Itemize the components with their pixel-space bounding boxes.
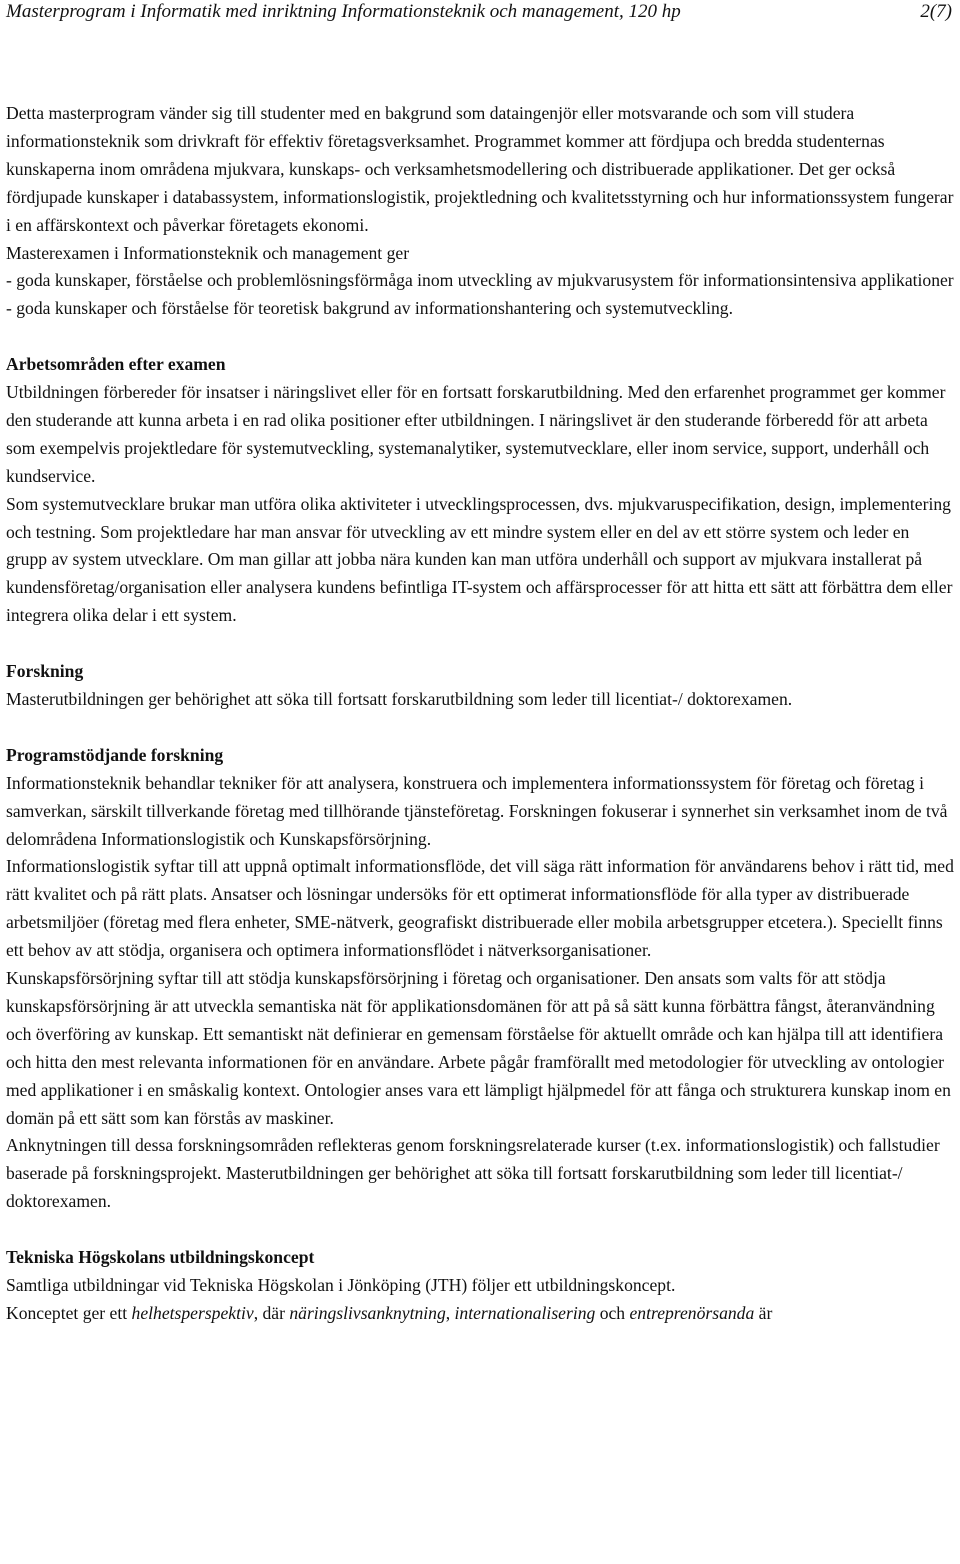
- work-paragraph-2: Som systemutvecklare brukar man utföra olika aktiviteter i utvecklingsprocessen, dvs. mjukvaruspecifikation, design, implementering och testning. Som projektledare har man ansvar för utveckling av ett mindre system eller en del av ett större system och leder en grupp av system utvecklare. Om man gillar att jobba nära kunden kan man utföra underhåll och support av mjukvara installerat på kundensföretag/organisation eller analysera kundens befintliga IT-system och affärsprocesser för att hitta ett sätt att förbättra dem eller integrera olika delar i ett system.: [6, 493, 953, 626]
- section-heading-concept: Tekniska Högskolans utbildningskoncept: [6, 1247, 315, 1268]
- concept-paragraph-2: [6, 1300, 954, 1328]
- concept-term-entreprenorsanda: entreprenörsanda: [629, 1302, 755, 1323]
- support-paragraph-2: Informationslogistik syftar till att uppnå optimalt informationsflöde, det vill säga rätt information för användarens behov i rätt tid, med rätt kvalitet och på rätt plats. Ansatser och lösningar undersöks för ett optimerat informationsflöde för alla typer av distribuerade arbetsmiljöer (företag med flera enheter, SME-nätverk, geografiskt distribuerade eller mobila arbetsgrupper etcetera.). Speciellt finns ett behov av att stödja, organisera och optimera informationsflödet i nätverksorganisationer.: [6, 856, 954, 961]
- concept-paragraph-1: Samtliga utbildningar vid Tekniska Högskolan i Jönköping (JTH) följer ett utbildningskoncept.: [6, 1275, 676, 1295]
- concept-term-internationalisering: internationalisering: [454, 1302, 596, 1323]
- section-heading-work: Arbetsområden efter examen: [6, 354, 226, 375]
- degree-intro: Masterexamen i Informationsteknik och management ger: [6, 242, 410, 263]
- document-body: [6, 100, 954, 1328]
- intro-paragraph: Detta masterprogram vänder sig till studenter med en bakgrund som dataingenjör eller motsvarande och som vill studera informationsteknik som drivkraft för effektiv företagsverksamhet. Programmet kommer att fördjupa och bredda studenternas kunskaperna inom områdena mjukvara, kunskaps- och verksamhetsmodellering och distribuerade applikationer. Det ger också fördjupade kunskaper i databassystem, informationslogistik, projektledning och kvalitetsstyrning och hur informationssystem fungerar i en affärskontext och påverkar företagets ekonomi.: [6, 103, 954, 235]
- page-header: [6, 0, 954, 24]
- concept-text: ,: [445, 1302, 455, 1323]
- degree-outcome-2: - goda kunskaper och förståelse för teoretisk bakgrund av informationshantering och systemutveckling.: [6, 298, 734, 319]
- concept-text: , där: [253, 1302, 290, 1323]
- section-heading-support: Programstödjande forskning: [6, 744, 224, 765]
- support-paragraph-1: Informationsteknik behandlar tekniker för att analysera, konstruera och implementera informationssystem för företag och företag i samverkan, särskilt tillverkande företag med tillhörande tjänsteföretag. Forskningen fokuserar i synnerhet sin verksamhet inom de två delområdena Informationslogistik och Kunskapsförsörjning.: [6, 772, 948, 849]
- document-title: Masterprogram i Informatik med inriktning Informationsteknik och management, 120 hp: [6, 1, 681, 22]
- concept-term-naringslivsanknytning: näringslivsanknytning: [289, 1302, 446, 1323]
- concept-term-helhetsperspektiv: helhetsperspektiv: [131, 1302, 254, 1323]
- section-heading-research: Forskning: [6, 661, 84, 682]
- concept-text: Konceptet ger ett: [6, 1302, 132, 1323]
- concept-text: och: [595, 1302, 630, 1323]
- work-paragraph-1: Utbildningen förbereder för insatser i näringslivet eller för en fortsatt forskarutbildning. Med den erfarenhet programmet ger kommer den studerande att kunna arbeta i en rad olika positioner efter utbildningen. I näringslivet är den studerande förberedd för att arbeta som exempelvis projektledare för systemutveckling, systemanalytiker, systemutvecklare, eller inom service, support, underhåll och kundservice.: [6, 382, 946, 486]
- support-paragraph-4: Anknytningen till dessa forskningsområden reflekteras genom forskningsrelaterade kurser (t.ex. informationslogistik) och fallstudier baserade på forskningsprojekt. Masterutbildningen ger behörighet att söka till fortsatt forskarutbildning som leder till licentiat-/ doktorexamen.: [6, 1135, 940, 1212]
- concept-text: är: [754, 1302, 773, 1323]
- degree-outcome-1: - goda kunskaper, förståelse och problemlösningsförmåga inom utveckling av mjukvarusystem för informationsintensiva applikationer: [6, 270, 954, 291]
- support-paragraph-3: Kunskapsförsörjning syftar till att stödja kunskapsförsörjning i företag och organisationer. Den ansats som valts för att stödja kunskapsförsörjning är att utveckla semantiska nät för applikationsdomänen för att på så sätt kunna förbättra fångst, återanvändning och överföring av kunskap. Ett semantiskt nät definierar en gemensam förståelse för aktuellt område och kan hjälpa till att identifiera och hitta den mest relevanta informationen för en användare. Arbete pågår framförallt med metodologier för utveckling av ontologier med applikationer i en småskalig kontext. Ontologier anses vara ett lämpligt hjälpmedel för att fånga och strukturera kunskap inom en domän på ett sätt som kan förstås av maskiner.: [6, 968, 951, 1128]
- page-number: 2(7): [920, 1, 952, 22]
- research-paragraph: Masterutbildningen ger behörighet att söka till fortsatt forskarutbildning som leder till licentiat-/ doktorexamen.: [6, 689, 793, 709]
